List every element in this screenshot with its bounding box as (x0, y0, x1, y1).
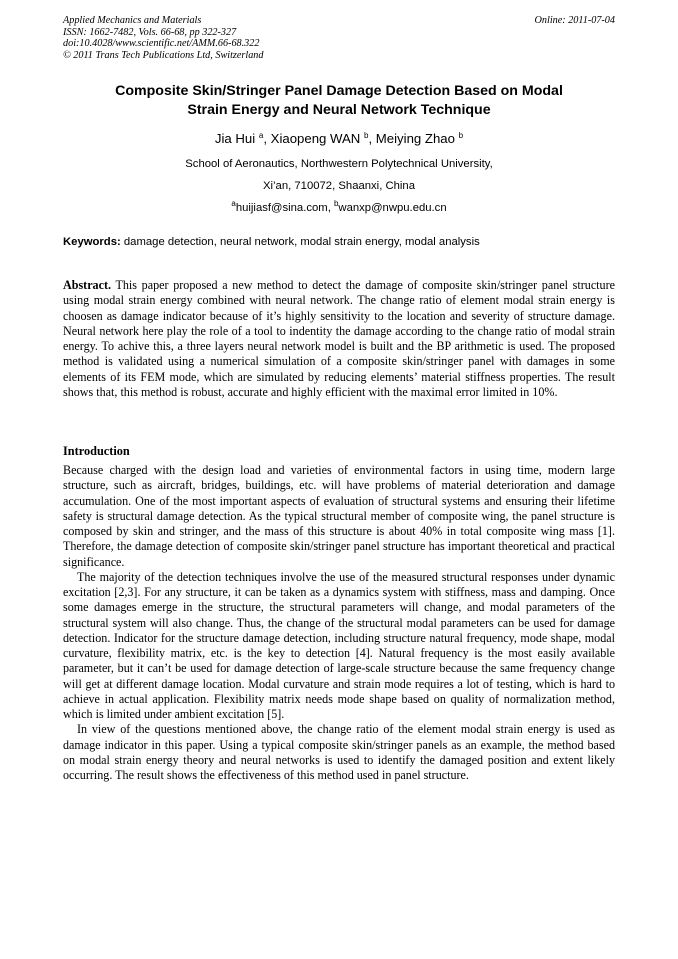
affiliation-line-2: Xi’an, 710072, Shaanxi, China (263, 180, 415, 192)
doi-line: doi:10.4028/www.scientific.net/AMM.66-68.322 (63, 38, 260, 50)
section-heading-introduction: Introduction (63, 444, 130, 458)
email-link[interactable]: wanxp@nwpu.edu.cn (338, 202, 447, 214)
paragraph: Because charged with the design load and varieties of environmental factors in using time, modern large structure, such as aircraft, bridges, buildings, etc. will have problems of material deterioration and damage accumulation. One of the most important aspects of evaluation of structural systems and ensuring their lifetime safety is structural damage detection. As the typical structural member of composite wing, the panel structure is composed by skin and stringer, and the mass of this structure is about 40% in total composite wing mass [1]. Therefore, the damage detection of composite skin/stringer panel structure has important theoretical and practical significance. (63, 463, 615, 569)
author-affil-mark: b (364, 131, 369, 140)
title-line-2: Strain Energy and Neural Network Technique (187, 101, 491, 118)
email-link[interactable]: huijiasf@sina.com (235, 202, 328, 214)
journal-name: Applied Mechanics and Materials (63, 15, 202, 26)
paragraph: In view of the questions mentioned above, the change ratio of the element modal strain energy is used as damage indicator in this paper. Using a typical composite skin/stringer panels as an example, the method based on modal strain energy theory and neural networks is used to identify the damaged position and extent likely occurring. The result shows the effectiveness of this method used in panel structure. (63, 722, 615, 782)
author-name: Xiaopeng WAN (270, 131, 361, 146)
title-line-1: Composite Skin/Stringer Panel Damage Detection Based on Modal (115, 83, 563, 99)
paper-title (63, 82, 615, 119)
email-mark: b (333, 199, 339, 208)
keywords-label: Keywords: (63, 236, 121, 248)
author-emails (63, 201, 615, 215)
keywords (63, 235, 615, 249)
author-name: Jia Hui (214, 131, 256, 146)
journal-header (63, 15, 263, 61)
abstract-text: This paper proposed a new method to detect the damage of composite skin/stringer panel structure using modal strain energy combined with neural network. The change ratio of element modal strain energy is choosen as damage indicator because of it’s highly sensitivity to the location and severity of structure damage. Neural network here play the role of a tool to indentity the damage according to the change ratio of modal strain energy. To achive this, a three layers neural network model is built and the BP arithmetic is used. The proposed method is validated using a numerical simulation of a composite skin/stringer panel with damages in some elements of its FEM mode, which are simulated by reducing elements’ material stiffness properties. The result shows that, this method is robust, accurate and highly efficient with the maximal error limited in 10%. (63, 278, 615, 399)
issn-line: ISSN: 1662-7482, Vols. 66-68, pp 322-327 (63, 26, 237, 38)
online-date: Online: 2011-07-04 (534, 15, 615, 26)
author-list (63, 130, 615, 148)
affiliation-line-1: School of Aeronautics, Northwestern Polytechnical University, (185, 158, 493, 170)
email-mark: a (231, 199, 236, 208)
introduction-body (63, 463, 615, 783)
copyright-line: © 2011 Trans Tech Publications Ltd, Switzerland (63, 49, 264, 61)
author-affil-mark: b (458, 131, 464, 140)
keywords-text: damage detection, neural network, modal strain energy, modal analysis (120, 236, 480, 248)
author-separator: , (368, 131, 376, 146)
author-separator: , (263, 131, 271, 146)
author-name: Meiying Zhao (375, 131, 455, 146)
author-affil-mark: a (258, 131, 264, 140)
abstract-label: Abstract. (63, 278, 112, 292)
email-separator: , (327, 202, 334, 214)
abstract (63, 278, 615, 400)
paragraph: The majority of the detection techniques involve the use of the measured structural responses under dynamic excitation [2,3]. For any structure, it can be taken as a dynamics system with stiffness, mass and damping. Once some damages emerge in the structure, the structural parameters will change, and modal parameters of the structural system will also change. Thus, the change of the structural modal parameters can be used for damage detection. Indicator for the structure damage detection, including structure natural frequency, mode shape, modal curvature, flexibility matrix, etc. is the key to detection [4]. Natural frequency is the most easily available parameter, but it can’t be used for damage detection of large-scale structure because the same frequency change will get at different damage location. Modal curvature and strain mode requires a lot of testing, which is hard to achieve in actual application. Flexibility matrix needs mode shape based on quality of normalization method, which is limited under ambient excitation [5]. (63, 569, 615, 721)
